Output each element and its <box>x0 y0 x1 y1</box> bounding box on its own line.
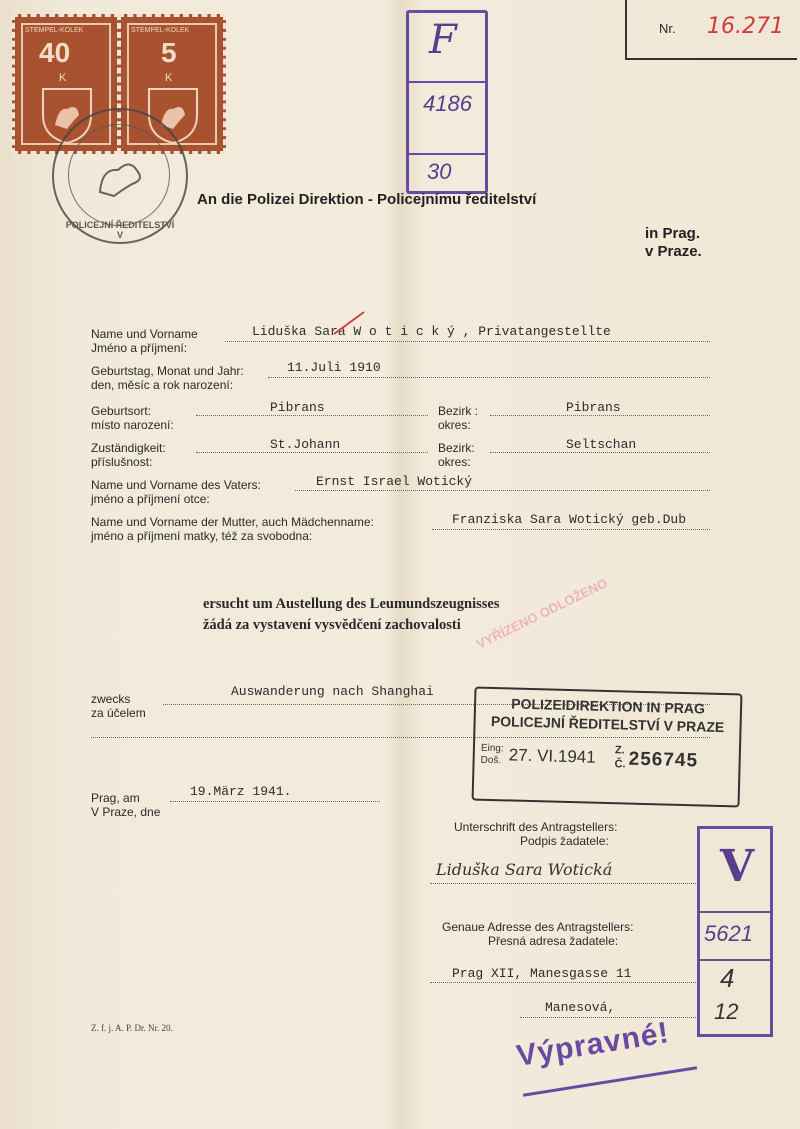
seal-text: POLICEJNÍ ŘEDITELSTVÍ V <box>65 220 175 240</box>
office-box-n3: 12 <box>714 999 739 1024</box>
received-dos: Doš. <box>480 754 502 767</box>
birthplace-district-value: Pibrans <box>566 400 621 415</box>
vypravne-underline <box>523 1066 697 1096</box>
birthplace-district-cz: okres: <box>438 418 471 432</box>
domicile-district-value: Seltschan <box>566 437 637 452</box>
received-zc: Z. <box>614 744 625 757</box>
domicile-label-cz: příslušnost: <box>91 455 153 469</box>
place-label-de: Prag, am <box>91 791 140 805</box>
address-label-de: Genaue Adresse des Antragstellers: <box>442 920 634 934</box>
birth-label-cz: den, měsíc a rok narození: <box>91 378 234 392</box>
signature-value: Liduška Sara Wotická <box>436 860 613 879</box>
received-c: Č. <box>614 758 626 771</box>
received-line1: POLIZEIDIREKTION IN PRAG <box>511 695 706 717</box>
nr-value: 16.271 <box>707 14 784 39</box>
stamp-value: 5 <box>161 37 177 68</box>
nr-label: Nr. <box>659 21 676 36</box>
date-value: 19.März 1941. <box>190 784 292 799</box>
address-line2: Manesová, <box>545 1000 616 1015</box>
domicile-district-cz: okres: <box>438 455 471 469</box>
domicile-district-de: Bezirk: <box>438 441 475 455</box>
received-stamp <box>472 687 743 808</box>
received-date: 27. VI.1941 <box>508 745 596 767</box>
request-line-de: ersucht um Austellung des Leumundszeugnisses <box>203 596 500 612</box>
signature-label-cz: Podpis žadatele: <box>520 834 609 848</box>
place-label-cz: V Praze, dne <box>91 805 161 819</box>
correction-mark <box>330 308 370 338</box>
faint-red-stamp: VYŘÍZENO ODLOŽENO <box>473 575 610 652</box>
request-line-cz: žádá za vystavení vysvědčení zachovalosti <box>203 617 461 633</box>
form-code: Z. f. j. A. P. Dr. Nr. 20. <box>91 1023 173 1033</box>
stamp-unit: K <box>59 72 67 84</box>
round-seal <box>52 108 188 244</box>
name-label-cz: Jméno a příjmení: <box>91 341 188 355</box>
lion-icon <box>92 150 148 200</box>
birthplace-label-cz: místo narození: <box>91 418 174 432</box>
mother-label-de: Name und Vorname der Mutter, auch Mädchenname: <box>91 515 374 529</box>
domicile-value: St.Johann <box>270 437 341 452</box>
vypravne-stamp: Výpravné! <box>514 1016 672 1073</box>
register-mark: F <box>429 17 457 63</box>
purpose-value: Auswanderung nach Shanghai <box>231 684 434 699</box>
signature-label-de: Unterschrift des Antragstellers: <box>454 820 618 834</box>
birthplace-value: Pibrans <box>270 400 325 415</box>
domicile-label-de: Zuständigkeit: <box>91 441 166 455</box>
mother-label-cz: jméno a příjmení matky, též za svobodna: <box>91 529 313 543</box>
birthplace-district-de: Bezirk : <box>438 404 479 418</box>
stamp-caption: STEMPEL-KOLEK <box>131 27 190 34</box>
purpose-label-cz: za účelem <box>91 706 146 720</box>
address-line1: Prag XII, Manesgasse 11 <box>452 966 632 981</box>
city-cz: v Praze. <box>645 243 702 260</box>
father-value: Ernst Israel Wotický <box>316 474 473 489</box>
name-label-de: Name und Vorname <box>91 327 198 341</box>
father-label-de: Name und Vorname des Vaters: <box>91 478 261 492</box>
stamp-caption: STEMPEL-KOLEK <box>25 27 84 34</box>
office-box-num: 5621 <box>704 921 753 946</box>
stamp-value: 40 <box>39 37 71 68</box>
received-number: 256745 <box>628 748 699 772</box>
stamp-unit: K <box>165 72 173 84</box>
register-num1: 4186 <box>423 91 472 116</box>
mother-value: Franziska Sara Wotický geb.Dub <box>452 512 687 527</box>
register-box <box>406 10 488 194</box>
address-line: An die Polizei Direktion - Policejnímu ředitelství <box>197 191 537 208</box>
purpose-label-de: zwecks <box>91 692 131 706</box>
city-de: in Prag. <box>645 225 701 242</box>
birth-value: 11.Juli 1910 <box>287 360 381 375</box>
office-box <box>697 826 773 1037</box>
name-value: Liduška Sara W o t i c k ý , Privatangestellte <box>252 324 611 339</box>
nr-box <box>625 0 797 60</box>
birthplace-label-de: Geburtsort: <box>91 404 152 418</box>
birth-label-de: Geburtstag, Monat und Jahr: <box>91 364 244 378</box>
office-box-top: V <box>720 841 755 892</box>
office-box-n2: 4 <box>720 963 735 993</box>
register-num2: 30 <box>427 159 452 184</box>
father-label-cz: jméno a příjmení otce: <box>91 492 210 506</box>
received-line2: POLICEJNÍ ŘEDITELSTVÍ V PRAZE <box>490 712 725 736</box>
received-eing: Eing: <box>480 742 504 755</box>
address-label-cz: Přesná adresa žadatele: <box>488 934 619 948</box>
